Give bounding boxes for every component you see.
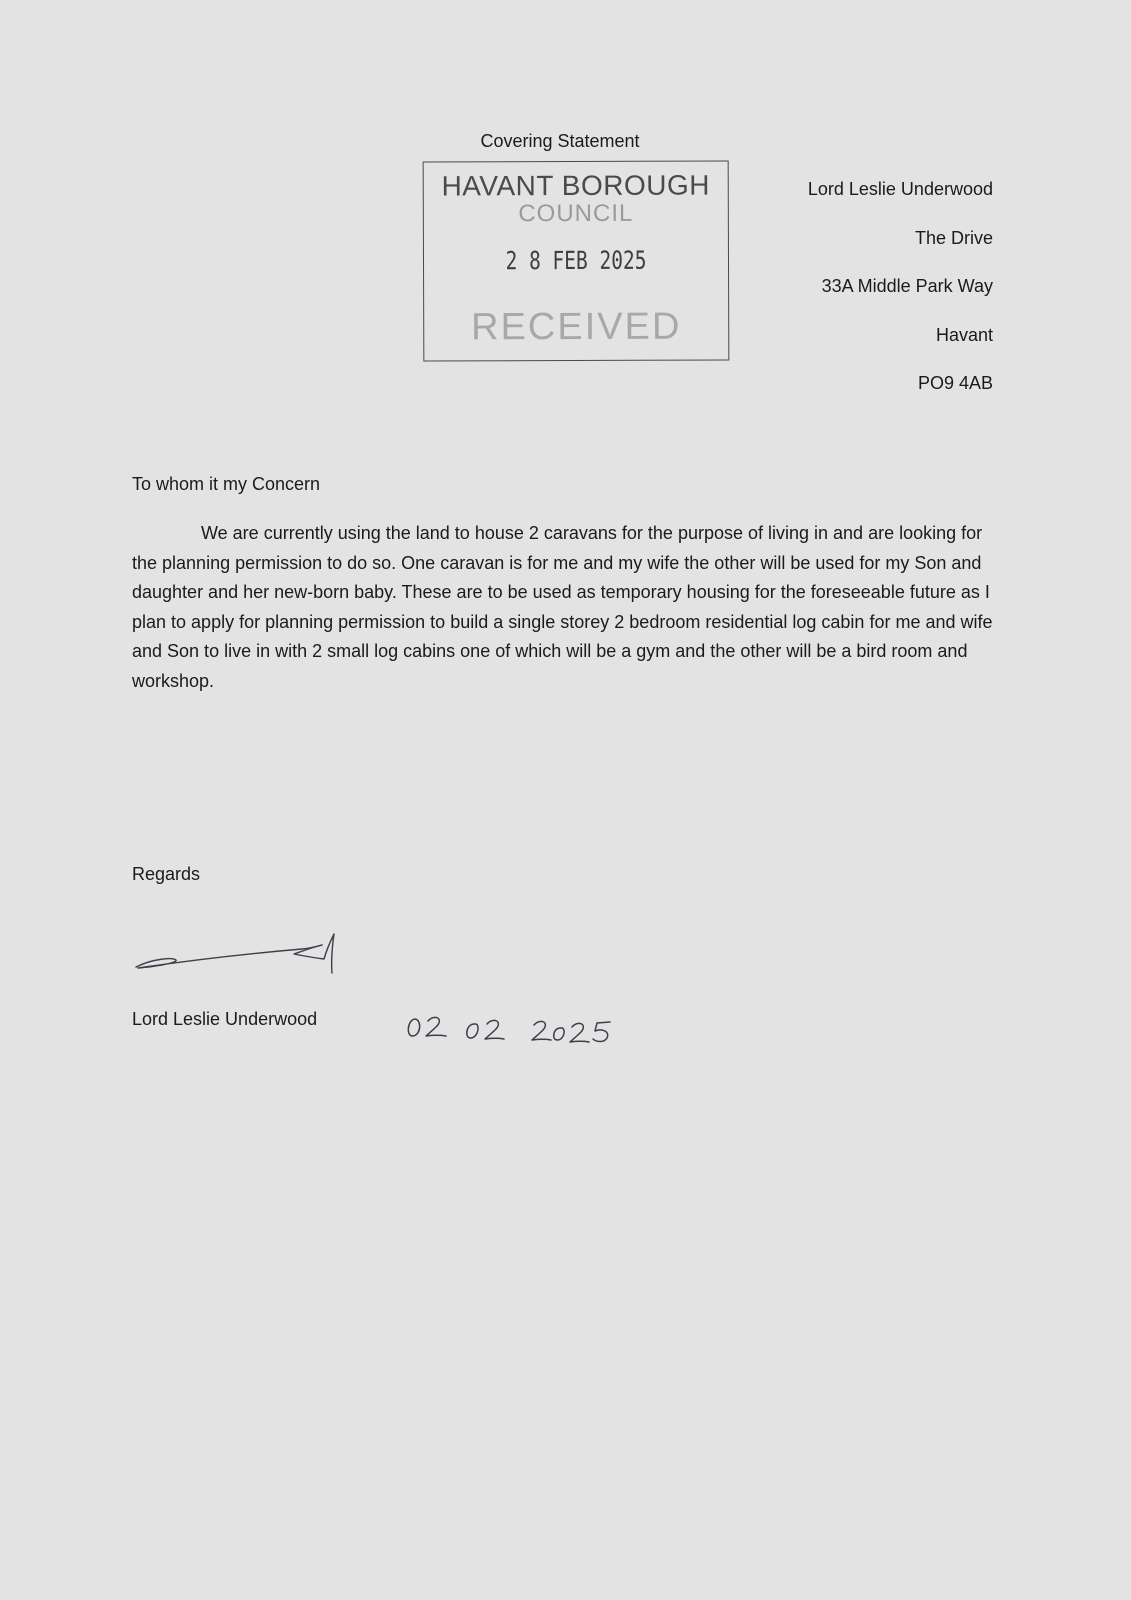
sender-address	[808, 178, 993, 421]
stamp-status: RECEIVED	[471, 305, 682, 349]
handwritten-date	[404, 1010, 624, 1046]
handwritten-signature	[132, 930, 347, 975]
address-line: 33A Middle Park Way	[821, 276, 993, 296]
address-line: Lord Leslie Underwood	[807, 179, 993, 199]
address-line: The Drive	[914, 227, 993, 248]
address-line: PO9 4AB	[917, 373, 993, 393]
stamp-organization-line2: COUNCIL	[518, 199, 634, 228]
letter-closing: Regards	[132, 864, 201, 884]
stamp-date: 2 8 FEB 2025	[505, 245, 647, 276]
document-title: Covering Statement	[480, 131, 640, 151]
letter-body: We are currently using the land to house 2 caravans for the purpose of living in and are looking for the planning permission to do so. One caravan is for me and my wife the other will be used for my Son and daughter and her new-born baby. These are to be used as temporary housing for the foreseeable future as I plan to apply for planning permission to build a single storey 2 bedroom residential log cabin for me and wife and Son to live in with 2 small log cabins one of which will be a gym and the other will be a bird room and workshop.	[132, 523, 993, 691]
stamp-organization: HAVANT BOROUGH	[441, 169, 710, 202]
received-stamp	[423, 160, 730, 361]
address-line: Havant	[935, 324, 993, 345]
signatory-name: Lord Leslie Underwood	[132, 1009, 318, 1029]
letter-salutation: To whom it my Concern	[132, 474, 321, 494]
